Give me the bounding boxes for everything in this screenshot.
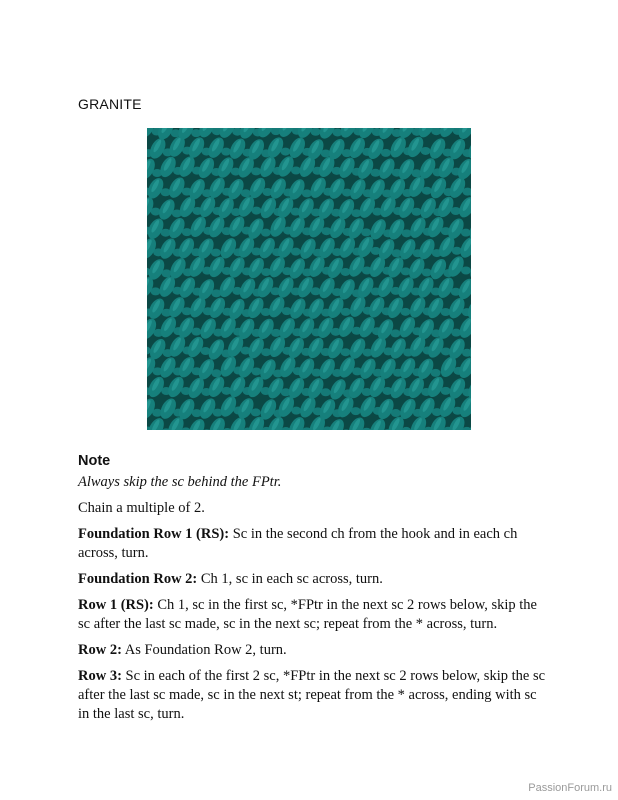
watermark: PassionForum.ru: [528, 782, 612, 794]
instruction-text: Sc in each of the first 2 sc, *FPtr in the next sc 2 rows below, skip the sc after the last sc made, sc in the next st; repeat from the * across, ending with sc in the last sc, turn.: [78, 668, 546, 722]
instruction-row-1: [78, 596, 548, 634]
page-title: GRANITE: [78, 96, 142, 112]
crochet-swatch-photo: [147, 128, 471, 430]
instruction-chain: [78, 499, 548, 518]
note-heading: Note: [78, 453, 111, 469]
instruction-label: Foundation Row 1 (RS):: [78, 526, 230, 542]
instruction-text: Chain a multiple of 2.: [78, 500, 205, 516]
instruction-text: As Foundation Row 2, turn.: [121, 642, 287, 658]
instruction-label: Row 2:: [78, 642, 122, 658]
instruction-label: Row 3:: [78, 668, 122, 684]
instruction-row-3: [78, 667, 548, 724]
instruction-text: Sc in the second ch from the hook and in each ch across, turn.: [78, 526, 518, 561]
instruction-label: Foundation Row 2:: [78, 571, 198, 587]
pattern-instructions: [78, 451, 548, 731]
instruction-foundation-row-2: [78, 570, 548, 589]
instruction-row-2: [78, 641, 548, 660]
swatch-texture: [147, 128, 471, 430]
instruction-foundation-row-1: [78, 525, 548, 563]
note-text: Always skip the sc behind the FPtr.: [78, 474, 282, 490]
instruction-text: Ch 1, sc in each sc across, turn.: [197, 571, 383, 587]
instruction-label: Row 1 (RS):: [78, 597, 154, 613]
instruction-text: Ch 1, sc in the first sc, *FPtr in the next sc 2 rows below, skip the sc after the last sc made, sc in the next sc; repeat from the * across, turn.: [78, 597, 537, 632]
